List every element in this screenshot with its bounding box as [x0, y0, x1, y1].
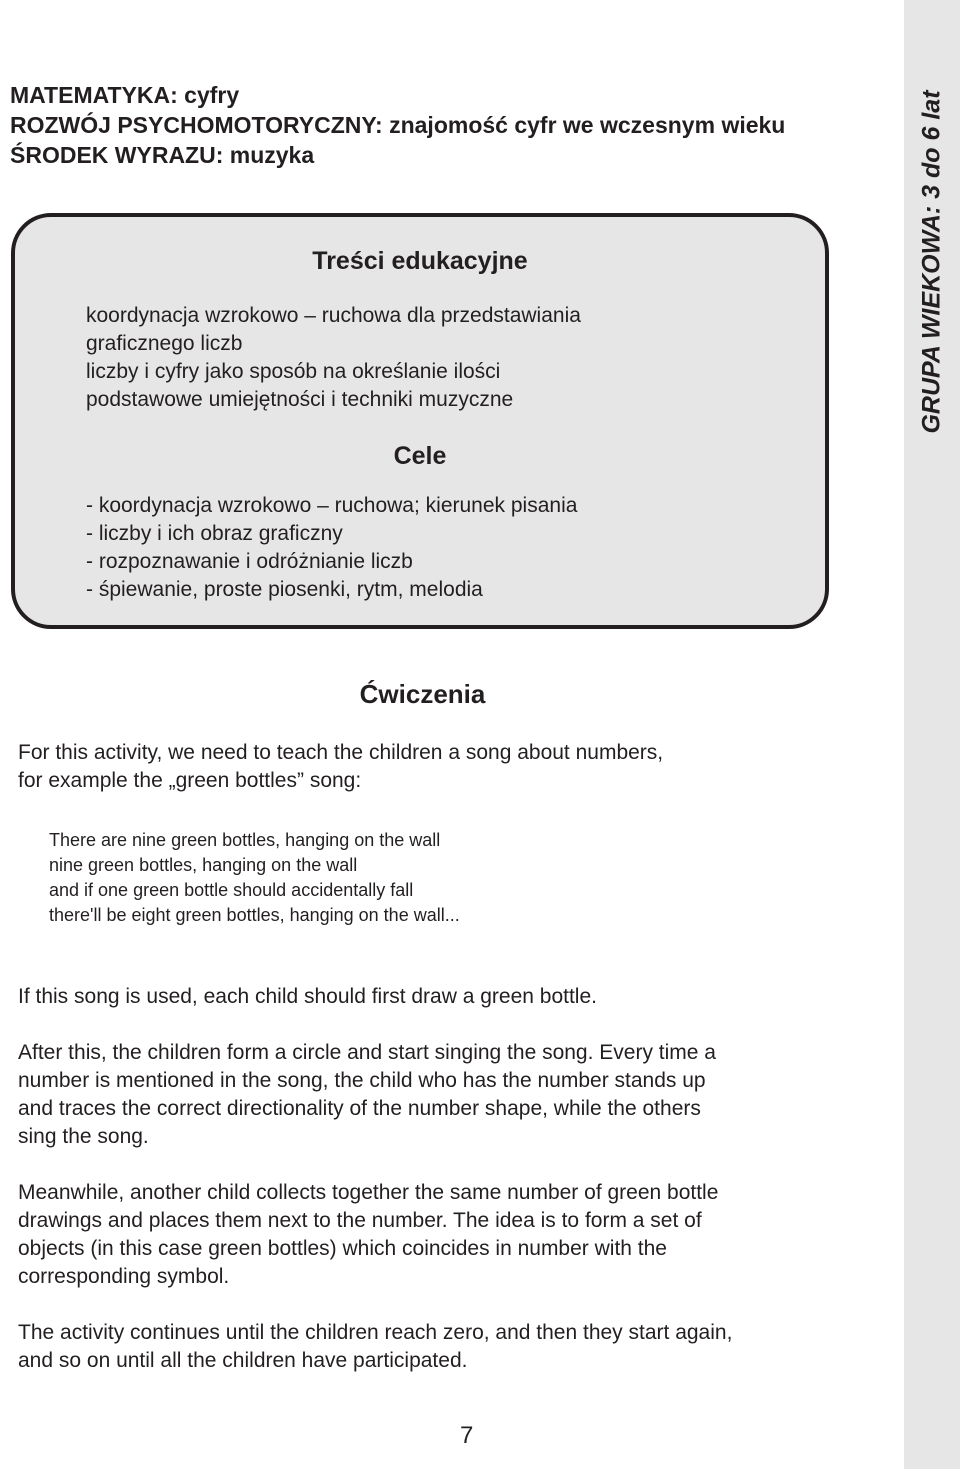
- paragraph-line: drawings and places them next to the number. The idea is to form a set of: [18, 1209, 702, 1232]
- song-lyrics: [49, 828, 460, 928]
- paragraph-draw-bottle: [18, 983, 888, 1011]
- paragraph-line: corresponding symbol.: [18, 1265, 230, 1288]
- paragraph-line: Meanwhile, another child collects together the same number of green bottle: [18, 1181, 719, 1204]
- goal-line: - koordynacja wzrokowo – ruchowa; kierunek pisania: [86, 494, 578, 517]
- paragraph-line: sing the song.: [18, 1125, 149, 1148]
- educational-content-list: [86, 302, 581, 414]
- goal-line: - rozpoznawanie i odróżnianie liczb: [86, 550, 413, 573]
- lyric-line: nine green bottles, hanging on the wall: [49, 855, 358, 875]
- paragraph-collect-drawings: [18, 1179, 888, 1291]
- intro-paragraph: [18, 739, 888, 795]
- paragraph-line: and traces the correct directionality of the number shape, while the others: [18, 1097, 701, 1120]
- paragraph-line: objects (in this case green bottles) which coincides in number with the: [18, 1237, 667, 1260]
- age-group-label: GRUPA WIEKOWA: 3 do 6 lat: [917, 90, 946, 434]
- content-line: graficznego liczb: [86, 332, 243, 355]
- goals-list: [86, 492, 577, 604]
- exercises-title: Ćwiczenia: [359, 679, 486, 709]
- curriculum-box: [11, 213, 829, 629]
- goals-title: Cele: [393, 442, 447, 470]
- lyric-line: and if one green bottle should accidentally fall: [49, 880, 414, 900]
- paragraph-circle-singing: [18, 1039, 888, 1151]
- medium-heading: ŚRODEK WYRAZU: muzyka: [10, 142, 315, 168]
- page-number: 7: [460, 1422, 474, 1449]
- paragraph-line: number is mentioned in the song, the child who has the number stands up: [18, 1069, 706, 1092]
- paragraph-line: and so on until all the children have participated.: [18, 1349, 468, 1372]
- educational-content-title: Treści edukacyjne: [312, 247, 528, 275]
- content-line: podstawowe umiejętności i techniki muzyczne: [86, 388, 514, 411]
- paragraph-line: After this, the children form a circle and start singing the song. Every time a: [18, 1041, 716, 1064]
- goal-line: - liczby i ich obraz graficzny: [86, 522, 343, 545]
- development-heading: ROZWÓJ PSYCHOMOTORYCZNY: znajomość cyfr we wczesnym wieku: [10, 112, 786, 138]
- goal-line: - śpiewanie, proste piosenki, rytm, melodia: [86, 578, 483, 601]
- lyric-line: there'll be eight green bottles, hanging on the wall...: [49, 905, 460, 925]
- paragraph-line: If this song is used, each child should first draw a green bottle.: [18, 985, 597, 1008]
- content-line: koordynacja wzrokowo – ruchowa dla przedstawiania: [86, 304, 581, 327]
- paragraph-line: For this activity, we need to teach the children a song about numbers,: [18, 741, 664, 764]
- page-header: [10, 80, 900, 170]
- content-line: liczby i cyfry jako sposób na określanie ilości: [86, 360, 501, 383]
- paragraph-continue-activity: [18, 1319, 888, 1375]
- lyric-line: There are nine green bottles, hanging on the wall: [49, 830, 441, 850]
- paragraph-line: The activity continues until the children reach zero, and then they start again,: [18, 1321, 733, 1344]
- paragraph-line: for example the „green bottles” song:: [18, 769, 362, 792]
- subject-heading: MATEMATYKA: cyfry: [10, 82, 240, 108]
